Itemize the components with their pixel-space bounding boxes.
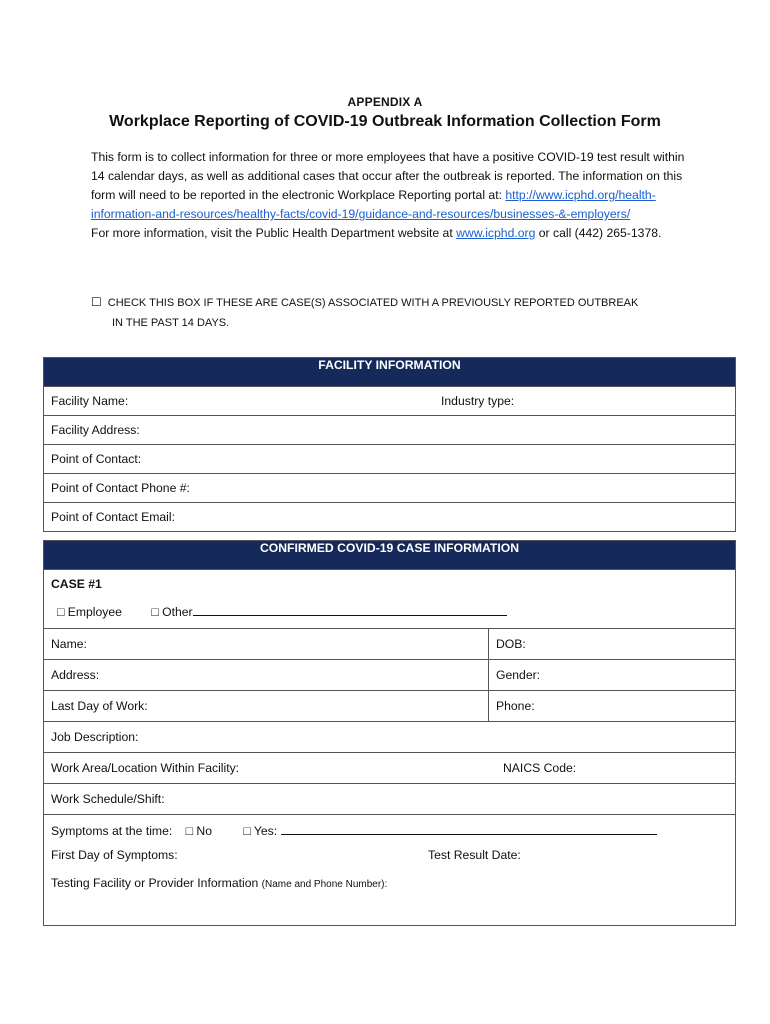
first-day-of-symptoms-label: First Day of Symptoms:: [51, 848, 178, 862]
industry-type-label: Industry type:: [441, 394, 515, 408]
previous-outbreak-checkbox-row: [91, 292, 711, 333]
intro-text-1: This form is to collect information for three or more employees that have a positive COVID-19 test result within 14 calendar days, as well as additional cases that occur after the outbreak is reported. The information on this form will need to be reported in the electronic Workplace Reporting portal at:: [91, 150, 685, 202]
testing-facility-row[interactable]: [51, 871, 728, 897]
phone-field[interactable]: [489, 691, 736, 722]
test-result-date-label: Test Result Date:: [428, 848, 521, 862]
naics-code-label: NAICS Code:: [503, 761, 577, 775]
address-label: Address:: [51, 668, 100, 682]
symptoms-yes-input-line[interactable]: [281, 820, 657, 835]
facility-address-label: Facility Address:: [51, 423, 140, 437]
case-info-table: [43, 540, 736, 926]
gender-label: Gender:: [496, 668, 541, 682]
contact-phone-field[interactable]: [44, 474, 736, 503]
checkbox-label-line1: CHECK THIS BOX IF THESE ARE CASE(S) ASSOCIATED WITH A PREVIOUSLY REPORTED OUTBREAK: [107, 297, 639, 309]
contact-email-label: Point of Contact Email:: [51, 510, 175, 524]
facility-address-field[interactable]: [44, 416, 736, 445]
symptoms-row: [51, 819, 728, 843]
intro-text-3: or call (442) 265-1378.: [535, 226, 662, 240]
case-section-heading: CONFIRMED COVID-19 CASE INFORMATION: [44, 541, 736, 570]
portal-link[interactable]: http://www.icphd.org/health-information-and-resources/healthy-facts/covid-19/guidance-and-resources/businesses-&-employers/: [91, 188, 656, 221]
last-day-of-work-field[interactable]: [44, 691, 489, 722]
case-number-label: CASE #1: [51, 577, 102, 591]
address-field[interactable]: [44, 660, 489, 691]
appendix-label: APPENDIX A: [347, 95, 423, 109]
work-area-label: Work Area/Location Within Facility:: [51, 761, 240, 775]
testing-facility-label: Testing Facility or Provider Information: [51, 876, 259, 890]
case-type-cell: [44, 570, 736, 629]
intro-paragraph: [91, 148, 691, 243]
symptoms-yes-checkbox[interactable]: □ Yes:: [243, 824, 278, 838]
point-of-contact-label: Point of Contact:: [51, 452, 142, 466]
symptoms-dates-row: [51, 843, 728, 867]
contact-email-field[interactable]: [44, 503, 736, 532]
other-input-line[interactable]: [193, 601, 507, 616]
work-schedule-label: Work Schedule/Shift:: [51, 792, 165, 806]
symptoms-testing-cell: [44, 815, 736, 926]
name-label: Name:: [51, 637, 87, 651]
other-checkbox[interactable]: □ Other: [151, 605, 193, 619]
dob-label: DOB:: [496, 637, 526, 651]
symptoms-no-checkbox[interactable]: □ No: [185, 824, 212, 838]
gender-field[interactable]: [489, 660, 736, 691]
job-description-field[interactable]: [44, 722, 736, 753]
symptoms-label: Symptoms at the time:: [51, 824, 173, 838]
facility-section-heading: FACILITY INFORMATION: [44, 358, 736, 387]
facility-info-table: [43, 357, 736, 532]
facility-name-label: Facility Name:: [51, 394, 129, 408]
job-description-label: Job Description:: [51, 730, 139, 744]
point-of-contact-field[interactable]: [44, 445, 736, 474]
previous-outbreak-checkbox[interactable]: ☐: [91, 295, 102, 309]
intro-text-2: For more information, visit the Public Health Department website at: [91, 226, 457, 240]
testing-facility-note: (Name and Phone Number):: [261, 879, 388, 890]
checkbox-label-line2: IN THE PAST 14 DAYS.: [112, 317, 230, 329]
website-link[interactable]: www.icphd.org: [456, 226, 536, 240]
phone-label: Phone:: [496, 699, 535, 713]
employee-checkbox[interactable]: □ Employee: [57, 605, 122, 619]
work-schedule-field[interactable]: [44, 784, 736, 815]
contact-phone-label: Point of Contact Phone #:: [51, 481, 190, 495]
work-area-field[interactable]: [44, 753, 736, 784]
dob-field[interactable]: [489, 629, 736, 660]
last-day-of-work-label: Last Day of Work:: [51, 699, 148, 713]
page-title: Workplace Reporting of COVID-19 Outbreak Information Collection Form: [109, 113, 661, 130]
name-field[interactable]: [44, 629, 489, 660]
facility-name-field[interactable]: [44, 387, 736, 416]
